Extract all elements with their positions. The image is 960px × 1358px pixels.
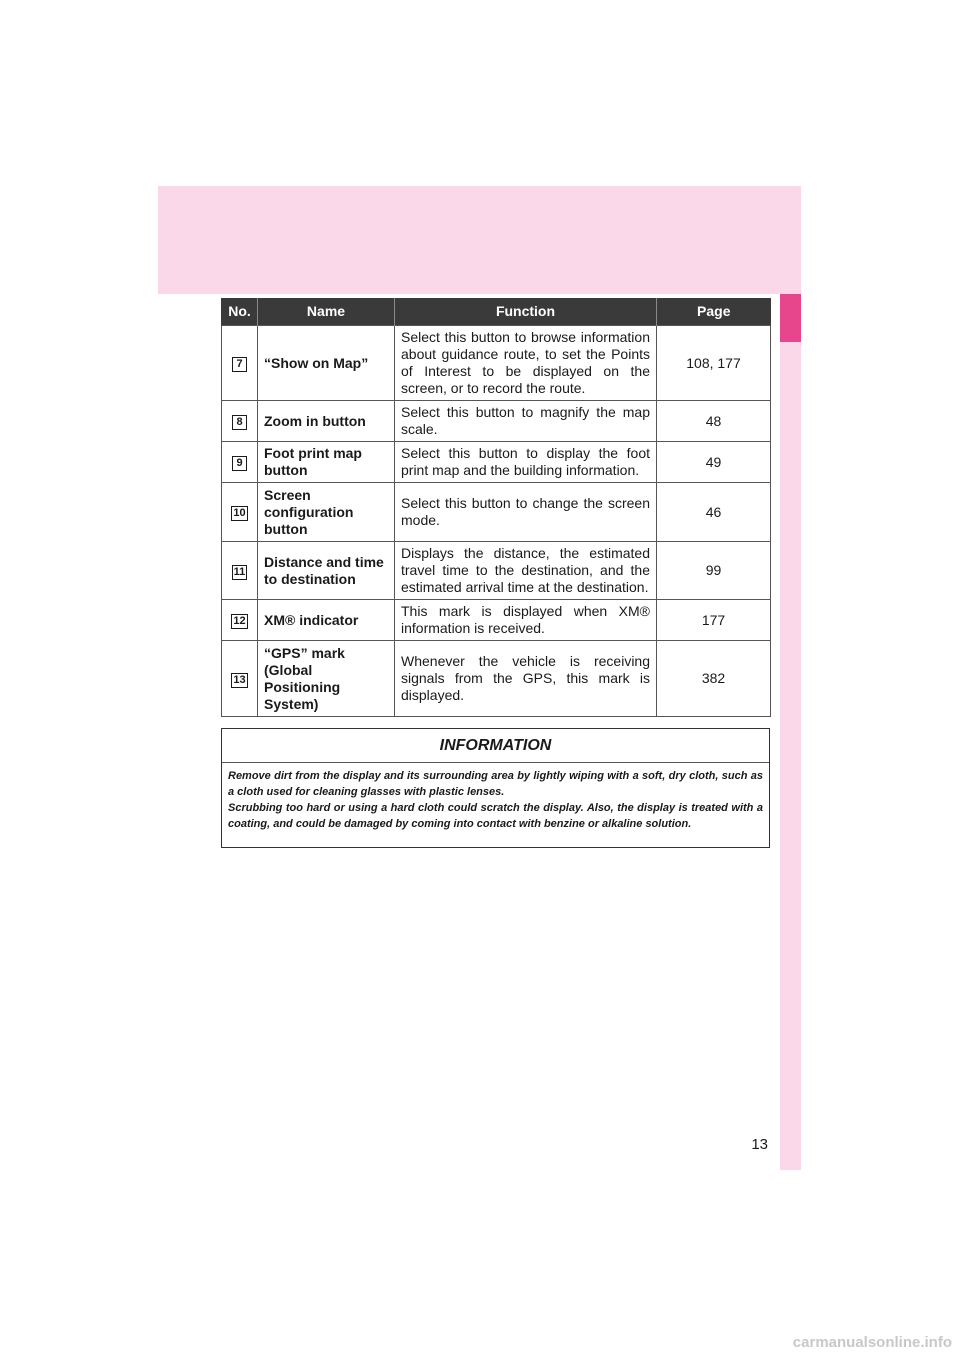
table-header-row [222, 298, 771, 326]
item-name: “Show on Map” [258, 326, 395, 401]
item-function: Select this button to magnify the map scale. [395, 401, 657, 442]
information-title: INFORMATION [222, 729, 769, 763]
table-row [222, 326, 771, 401]
side-strip [780, 294, 801, 1170]
header-no: No. [222, 298, 258, 326]
item-number: 9 [232, 456, 247, 471]
item-number: 8 [232, 415, 247, 430]
item-number: 11 [233, 565, 246, 578]
header-name: Name [258, 298, 395, 326]
item-name: Screen configuration button [258, 483, 395, 542]
item-function: Select this button to display the foot print map and the building information. [395, 442, 657, 483]
watermark-text: carmanualsonline.info [792, 1334, 952, 1351]
section-tab [780, 294, 801, 342]
item-function: Whenever the vehicle is receiving signals from the GPS, this mark is displayed. [395, 641, 657, 717]
table-row [222, 542, 771, 600]
item-function: Select this button to change the screen mode. [395, 483, 657, 542]
item-name: Distance and time to destination [258, 542, 395, 600]
item-name: Foot print map button [258, 442, 395, 483]
item-function: Select this button to browse information about guidance route, to set the Points of Interest to be displayed on the screen, or to record the route. [395, 326, 657, 401]
information-paragraph: Scrubbing too hard or using a hard cloth could scratch the display. Also, the display is treated with a coating, and could be damaged by coming into contact with benzine or alkaline solution. [228, 802, 763, 830]
information-text [222, 763, 769, 832]
item-number: 12 [233, 615, 246, 627]
item-page: 49 [657, 442, 771, 483]
table-row [222, 401, 771, 442]
item-number: 7 [232, 357, 247, 372]
function-table [221, 298, 771, 717]
item-page: 177 [657, 600, 771, 641]
item-name: XM® indicator [258, 600, 395, 641]
item-function: Displays the distance, the estimated travel time to the destination, and the estimated arrival time at the destination. [395, 542, 657, 600]
item-name: “GPS” mark (Global Positioning System) [258, 641, 395, 717]
item-page: 48 [657, 401, 771, 442]
header-band [158, 186, 801, 294]
item-function: This mark is displayed when XM® information is received. [395, 600, 657, 641]
item-page: 382 [657, 641, 771, 717]
information-box [221, 728, 770, 848]
item-name: Zoom in button [258, 401, 395, 442]
information-paragraph: Remove dirt from the display and its surrounding area by lightly wiping with a soft, dry cloth, such as a cloth used for cleaning glasses with plastic lenses. [228, 770, 763, 798]
page-number: 13 [751, 1136, 768, 1153]
item-number: 13 [233, 673, 246, 686]
header-page: Page [657, 298, 771, 326]
item-number: 10 [233, 507, 246, 519]
table-row [222, 641, 771, 717]
item-page: 99 [657, 542, 771, 600]
item-page: 108, 177 [657, 326, 771, 401]
table-row [222, 600, 771, 641]
table-row [222, 442, 771, 483]
header-function: Function [395, 298, 657, 326]
item-page: 46 [657, 483, 771, 542]
table-row [222, 483, 771, 542]
